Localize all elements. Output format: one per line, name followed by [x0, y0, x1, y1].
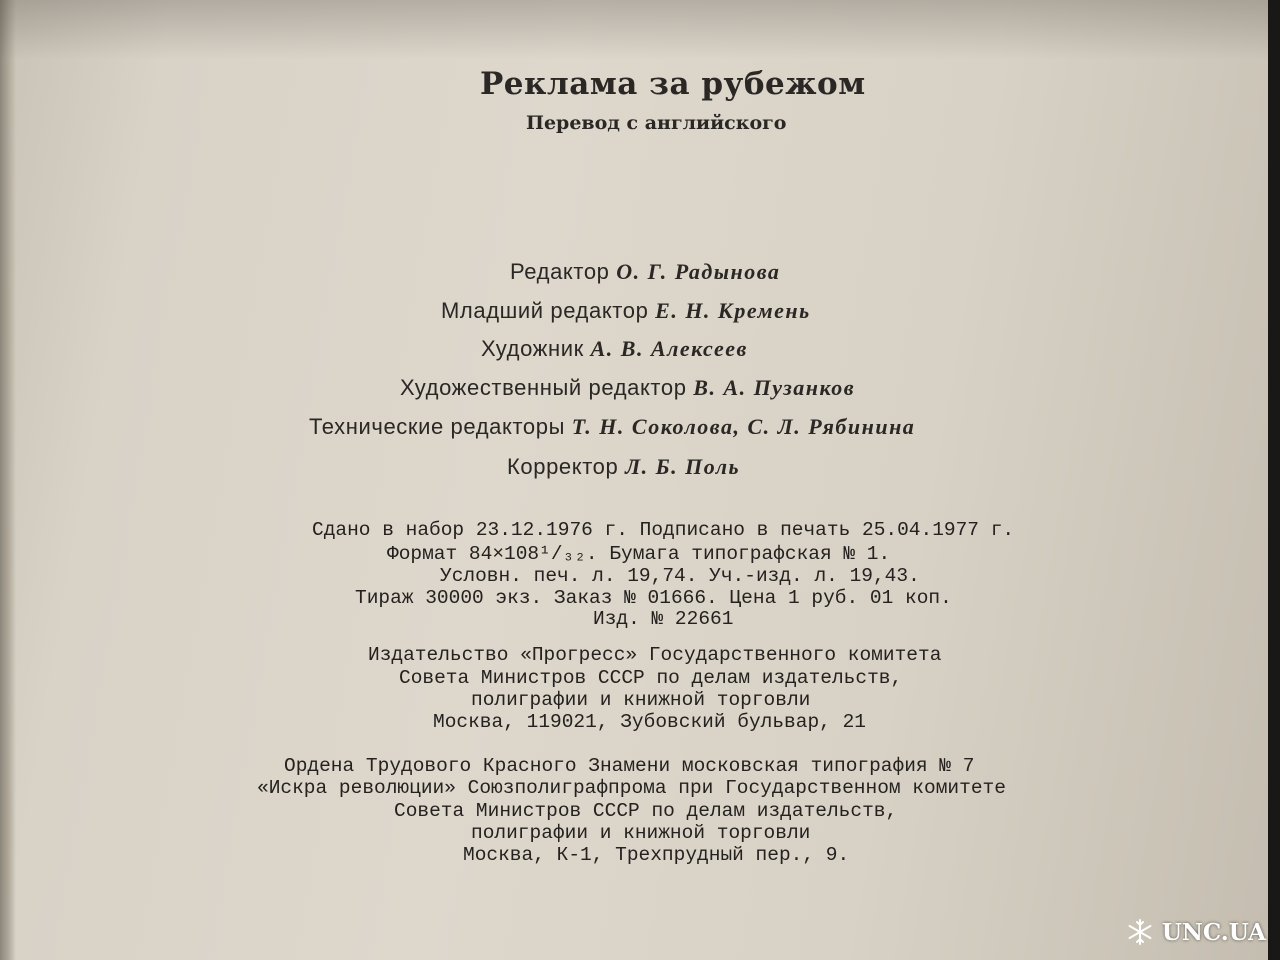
- print-info-line: Сдано в набор 23.12.1976 г. Подписано в печать 25.04.1977 г.: [312, 519, 1015, 541]
- credit-artist: [481, 336, 748, 362]
- publisher-line: полиграфии и книжной торговли: [471, 689, 811, 711]
- credit-tech-editors: [309, 414, 915, 440]
- page-top-shadow: [0, 0, 1268, 60]
- page-binding-edge: [0, 0, 16, 960]
- printer-line: «Искра революции» Союзполиграфпрома при Государственном комитете: [257, 777, 1006, 799]
- publisher-line: Издательство «Прогресс» Государственного комитета: [368, 644, 942, 666]
- publisher-line: Совета Министров СССР по делам издательств,: [399, 667, 903, 689]
- book-subtitle: Перевод с английского: [526, 112, 787, 134]
- credit-person: Е. Н. Кремень: [655, 298, 811, 323]
- print-info-line: Тираж 30000 экз. Заказ № 01666. Цена 1 руб. 01 коп.: [355, 587, 952, 609]
- printer-line: Москва, К-1, Трехпрудный пер., 9.: [463, 844, 850, 866]
- credit-art-editor: [400, 375, 855, 401]
- credit-editor: [510, 259, 780, 285]
- credit-person: Л. Б. Поль: [625, 454, 741, 479]
- credit-role: Корректор: [507, 454, 619, 479]
- credit-role: Художественный редактор: [400, 375, 687, 400]
- print-info-line: Формат 84×108¹/₃₂. Бумага типографская № 1.: [387, 543, 891, 565]
- credit-person: Т. Н. Соколова, С. Л. Рябинина: [571, 414, 916, 439]
- credit-role: Младший редактор: [441, 298, 649, 323]
- watermark-text: UNC.UA: [1161, 918, 1266, 946]
- printer-line: Совета Министров СССР по делам издательств,: [394, 800, 898, 822]
- publisher-line: Москва, 119021, Зубовский бульвар, 21: [433, 711, 866, 733]
- print-info-line: Изд. № 22661: [593, 608, 734, 630]
- book-title: Реклама за рубежом: [480, 66, 866, 102]
- background-edge: [1268, 0, 1280, 960]
- credit-proofreader: [507, 454, 740, 480]
- credit-role: Редактор: [510, 259, 610, 284]
- snowflake-icon: [1126, 918, 1154, 946]
- credit-person: О. Г. Радынова: [616, 259, 781, 284]
- credit-person: В. А. Пузанков: [693, 375, 856, 400]
- printer-line: полиграфии и книжной торговли: [471, 822, 811, 844]
- print-info-line: Условн. печ. л. 19,74. Уч.-изд. л. 19,43.: [440, 565, 920, 587]
- site-watermark: [1126, 918, 1266, 946]
- credit-role: Художник: [481, 336, 584, 361]
- credit-role: Технические редакторы: [309, 414, 565, 439]
- printer-line: Ордена Трудового Красного Знамени московская типография № 7: [284, 755, 975, 777]
- credit-junior-editor: [441, 298, 811, 324]
- credit-person: А. В. Алексеев: [590, 336, 748, 361]
